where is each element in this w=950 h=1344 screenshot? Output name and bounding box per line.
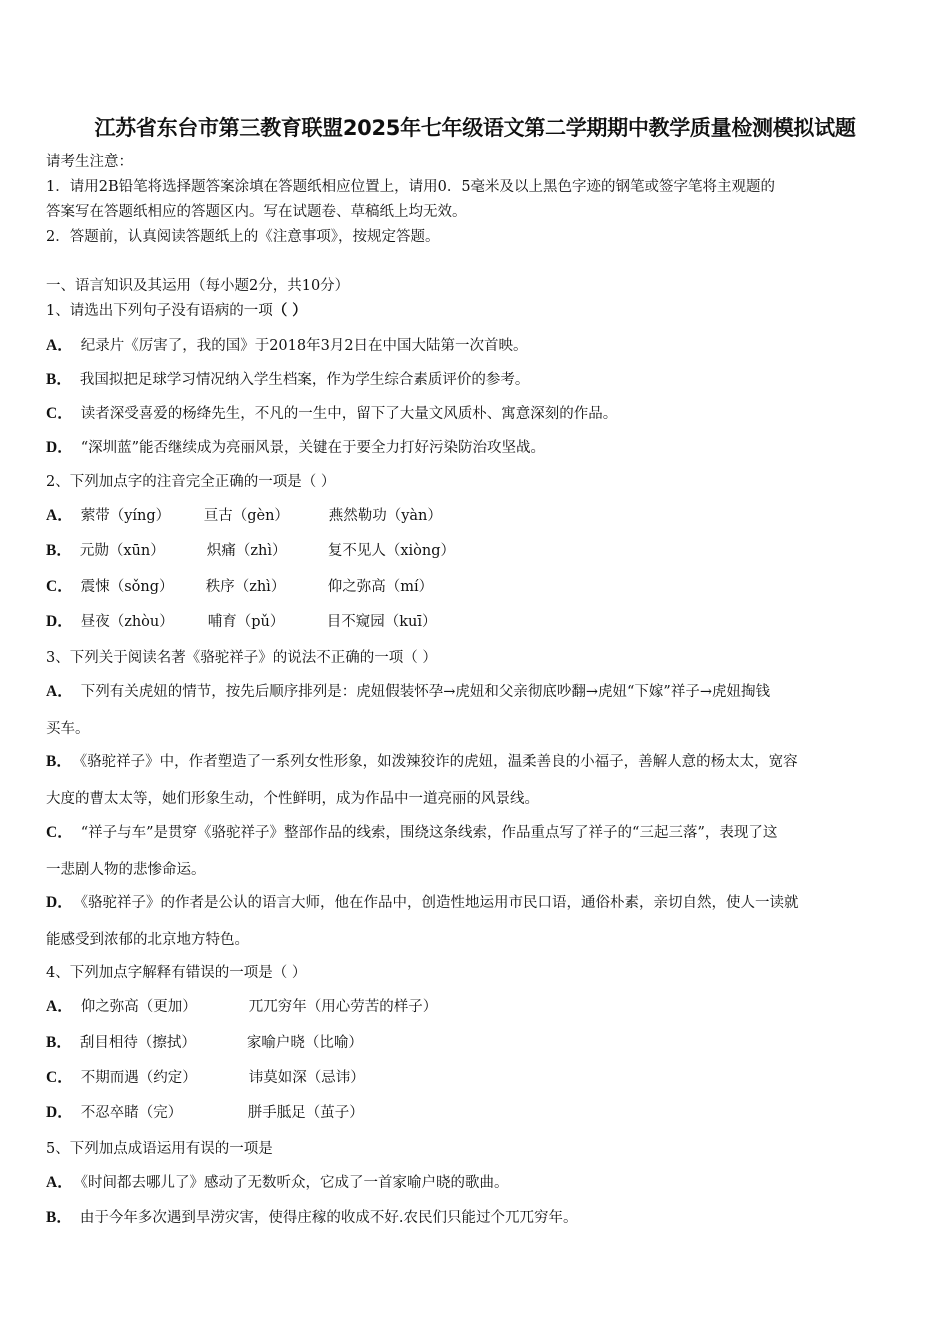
option-item: 家喻户晓（比喻） [246,1035,363,1051]
option-item: 昼夜（zhòu） [80,614,174,630]
option-text: “深圳蓝”能否继续成为亮丽风景，关键在于要全力打好污染防治攻坚战。 [80,440,546,456]
option-text: 《时间都去哪儿了》感动了无数听众，它成了一首家喻户晓的歌曲。 [80,1175,509,1191]
option-item: 胼手胝足（茧子） [247,1105,364,1121]
option-label: C． [46,405,73,422]
question-4-option-a [46,997,437,1017]
option-label: B． [46,1209,72,1226]
option-item: 炽痛（zhì） [206,543,287,559]
option-item: 仰之弥高（mí） [327,579,434,595]
option-label: D． [46,613,73,630]
question-3-option-d-cont: 能感受到浓郁的北京地方特色。 [46,932,249,948]
option-label: B． [46,753,72,770]
question-2-option-c [46,577,433,597]
notice-item-2: 2．答题前，认真阅读答题纸上的《注意事项》，按规定答题。 [46,229,440,245]
question-1-option-b [46,370,529,390]
question-2-option-b [46,541,455,561]
question-4-stem: 4、下列加点字解释有错误的一项是（ ） [46,965,307,981]
question-5-option-b [46,1208,577,1228]
question-1-stem [46,301,307,321]
option-label: C． [46,824,73,841]
option-text: “祥子与车”是贯穿《骆驼祥子》整部作品的线索，围绕这条线索，作品重点写了祥子的“三起三落”，表现了这 [80,825,778,841]
option-label: A． [46,337,73,354]
option-item: 萦带（yíng） [80,508,171,524]
question-5-stem: 5、下列加点成语运用有误的一项是 [46,1141,273,1157]
option-label: D． [46,439,73,456]
question-4-option-b [46,1033,363,1053]
question-3-option-b [46,752,798,772]
question-3-option-a [46,682,770,702]
notice-item-1-line-1: 1．请用2B铅笔将选择题答案涂填在答题纸相应位置上，请用0．5毫米及以上黑色字迹的钢笔或签字笔将主观题的 [46,179,776,195]
option-label: C． [46,578,73,595]
question-2-option-a [46,506,442,526]
notice-item-1-line-2: 答案写在答题纸相应的答题区内。写在试题卷、草稿纸上均无效。 [46,204,467,220]
option-item: 兀兀穷年（用心劳苦的样子） [248,999,438,1015]
question-2-stem: 2、下列加点字的注音完全正确的一项是（ ） [46,474,336,490]
option-item: 震悚（sǒng） [80,579,174,595]
option-label: B． [46,542,72,559]
question-3-option-c-cont: 一悲剧人物的悲惨命运。 [46,862,206,878]
question-1-option-d [46,438,545,458]
question-4-option-d [46,1103,364,1123]
option-text: 读者深受喜爱的杨绛先生，不凡的一生中，留下了大量文风质朴、寓意深刻的作品。 [80,406,618,422]
option-item: 不忍卒睹（完） [80,1105,183,1121]
option-text: 《骆驼祥子》中，作者塑造了一系列女性形象，如泼辣狡诈的虎妞，温柔善良的小福子，善解人意的杨太太，宽容 [79,754,798,770]
page-title: 江苏省东台市第三教育联盟2025年七年级语文第二学期期中教学质量检测模拟试题 [94,116,856,140]
option-item: 讳莫如深（忌讳） [248,1070,365,1086]
question-3-option-b-cont: 大度的曹太太等，她们形象生动，个性鲜明，成为作品中一道亮丽的风景线。 [46,791,539,807]
option-item: 元勋（xūn） [79,543,165,559]
option-text: 《骆驼祥子》的作者是公认的语言大师，他在作品中，创造性地运用市民口语，通俗朴素，亲切自然，使人一读就 [80,895,799,911]
question-3-stem: 3、下列关于阅读名著《骆驼祥子》的说法不正确的一项（ ） [46,650,437,666]
option-item: 刮目相待（擦拭） [79,1035,196,1051]
section-1-heading: 一、语言知识及其运用（每小题2分，共10分） [46,278,350,294]
question-3-option-d [46,893,798,913]
notice-heading: 请考生注意： [46,154,133,170]
question-4-option-c [46,1068,365,1088]
question-3-option-a-cont: 买车。 [46,721,90,737]
option-label: A． [46,998,73,1015]
question-1-text: 1、请选出下列句子没有语病的一项 [46,303,273,319]
question-5-option-a [46,1173,508,1193]
option-label: B． [46,371,72,388]
option-item: 仰之弥高（更加） [80,999,197,1015]
option-text: 下列有关虎妞的情节，按先后顺序排列是：虎妞假装怀孕→虎妞和父亲彻底吵翻→虎妞“下嫁”祥子→虎妞掏钱 [80,684,770,700]
option-item: 目不窥园（kuī） [326,614,437,630]
option-label: D． [46,1104,73,1121]
option-text: 我国拟把足球学习情况纳入学生档案，作为学生综合素质评价的参考。 [79,372,530,388]
question-1-option-c [46,404,617,424]
option-label: A． [46,507,73,524]
question-2-option-d [46,612,436,632]
option-item: 不期而遇（约定） [80,1070,197,1086]
question-1-option-a [46,336,528,356]
option-item: 秩序（zhì） [205,579,286,595]
option-item: 哺育（pǔ） [207,614,285,630]
question-1-bracket: （ ） [272,302,307,319]
option-label: B． [46,1034,72,1051]
option-item: 亘古（gèn） [203,508,289,524]
option-label: A． [46,683,73,700]
option-text: 由于今年多次遇到旱涝灾害，使得庄稼的收成不好.农民们只能过个兀兀穷年。 [79,1210,578,1226]
option-label: A． [46,1174,73,1191]
option-label: D． [46,894,73,911]
option-label: C． [46,1069,73,1086]
option-item: 燕然勒功（yàn） [328,508,442,524]
option-item: 复不见人（xiòng） [327,543,456,559]
option-text: 纪录片《厉害了，我的国》于2018年3月2日在中国大陆第一次首映。 [80,338,528,354]
question-3-option-c [46,823,777,843]
